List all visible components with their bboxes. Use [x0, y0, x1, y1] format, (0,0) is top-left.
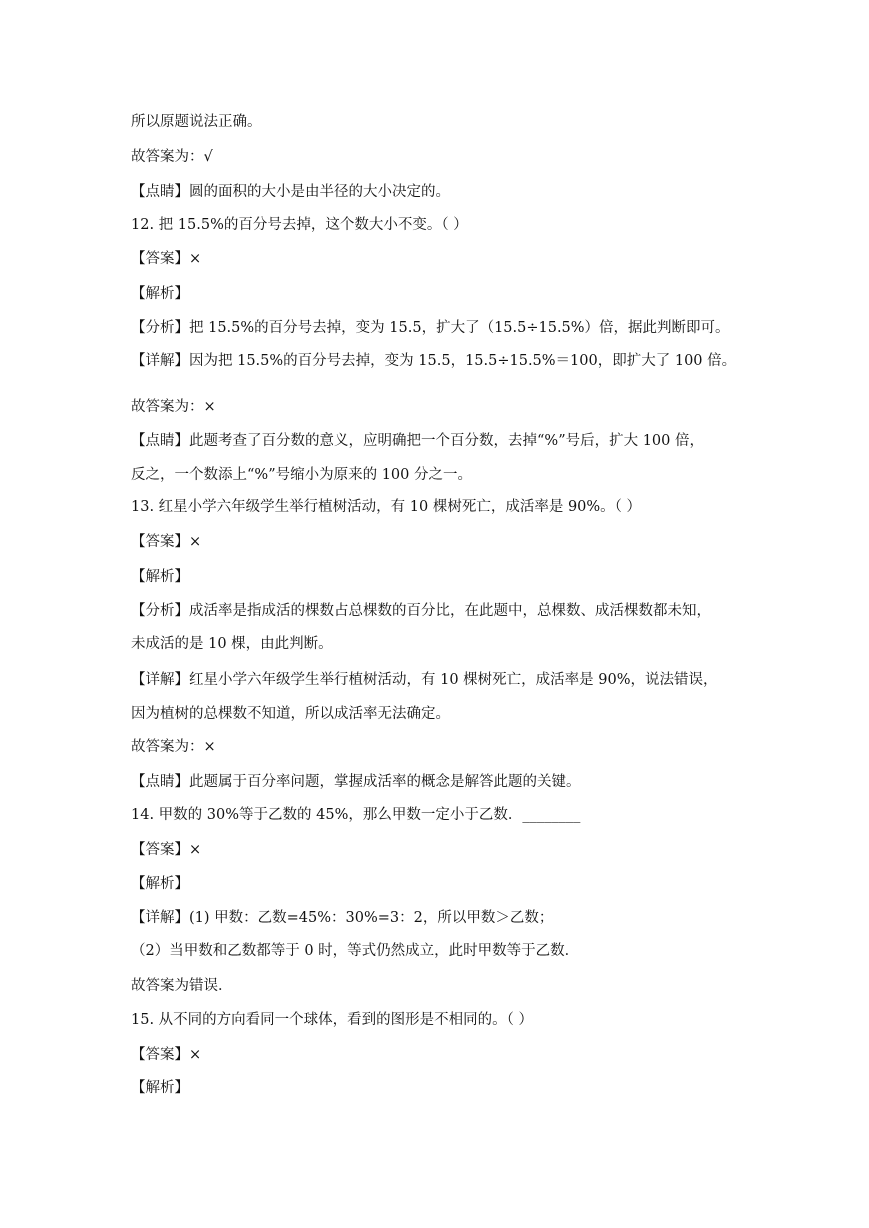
analysis-label: 【解析】	[131, 876, 189, 892]
detail-line: 【详解】(1) 甲数：乙数=45%：30%=3：2，所以甲数＞乙数；	[131, 910, 554, 926]
analysis-line: 【分析】成活率是指成活的棵数占总棵数的百分比，在此题中，总棵数、成活棵数都未知，	[131, 603, 711, 619]
detail-line: 【详解】红星小学六年级学生举行植树活动，有 10 棵树死亡，成活率是 90%，说法错误，	[131, 672, 718, 688]
question-12: 12. 把 15.5%的百分号去掉，这个数大小不变。（ ）	[131, 217, 468, 233]
answer-line: 故答案为：√	[131, 149, 213, 165]
text-line: 所以原题说法正确。	[131, 114, 262, 130]
remark-line-cont: 反之，一个数添上“%”号缩小为原来的 100 分之一。	[131, 467, 472, 483]
question-15: 15. 从不同的方向看同一个球体，看到的图形是不相同的。（ ）	[131, 1012, 534, 1028]
analysis-line-cont: 未成活的是 10 棵，由此判断。	[131, 636, 333, 652]
detail-line-cont: （2）当甲数和乙数都等于 0 时，等式仍然成立，此时甲数等于乙数．	[131, 943, 580, 959]
answer-label: 【答案】×	[131, 1047, 202, 1063]
detail-line: 【详解】因为把 15.5%的百分号去掉，变为 15.5，15.5÷15.5%＝100，即扩大了 100 倍。	[131, 353, 737, 369]
analysis-label: 【解析】	[131, 286, 189, 302]
answer-label: 【答案】×	[131, 534, 202, 550]
answer-line: 故答案为：×	[131, 399, 216, 415]
question-13: 13. 红星小学六年级学生举行植树活动，有 10 棵树死亡，成活率是 90%。（ ）	[131, 499, 642, 515]
detail-line-cont: 因为植树的总棵数不知道，所以成活率无法确定。	[131, 706, 450, 722]
answer-line: 故答案为：×	[131, 739, 216, 755]
remark-line: 【点睛】此题考查了百分数的意义，应明确把一个百分数，去掉“%”号后，扩大 100 倍，	[131, 433, 704, 449]
question-14: 14. 甲数的 30%等于乙数的 45%，那么甲数一定小于乙数．________	[131, 807, 581, 823]
answer-label: 【答案】×	[131, 251, 202, 267]
remark-line: 【点睛】圆的面积的大小是由半径的大小决定的。	[131, 184, 450, 200]
analysis-label: 【解析】	[131, 1080, 189, 1096]
answer-line: 故答案为错误．	[131, 978, 233, 994]
analysis-line: 【分析】把 15.5%的百分号去掉，变为 15.5，扩大了（15.5÷15.5%）倍，据此判断即可。	[131, 320, 730, 336]
answer-label: 【答案】×	[131, 842, 202, 858]
remark-line: 【点睛】此题属于百分率问题，掌握成活率的概念是解答此题的关键。	[131, 774, 581, 790]
analysis-label: 【解析】	[131, 569, 189, 585]
